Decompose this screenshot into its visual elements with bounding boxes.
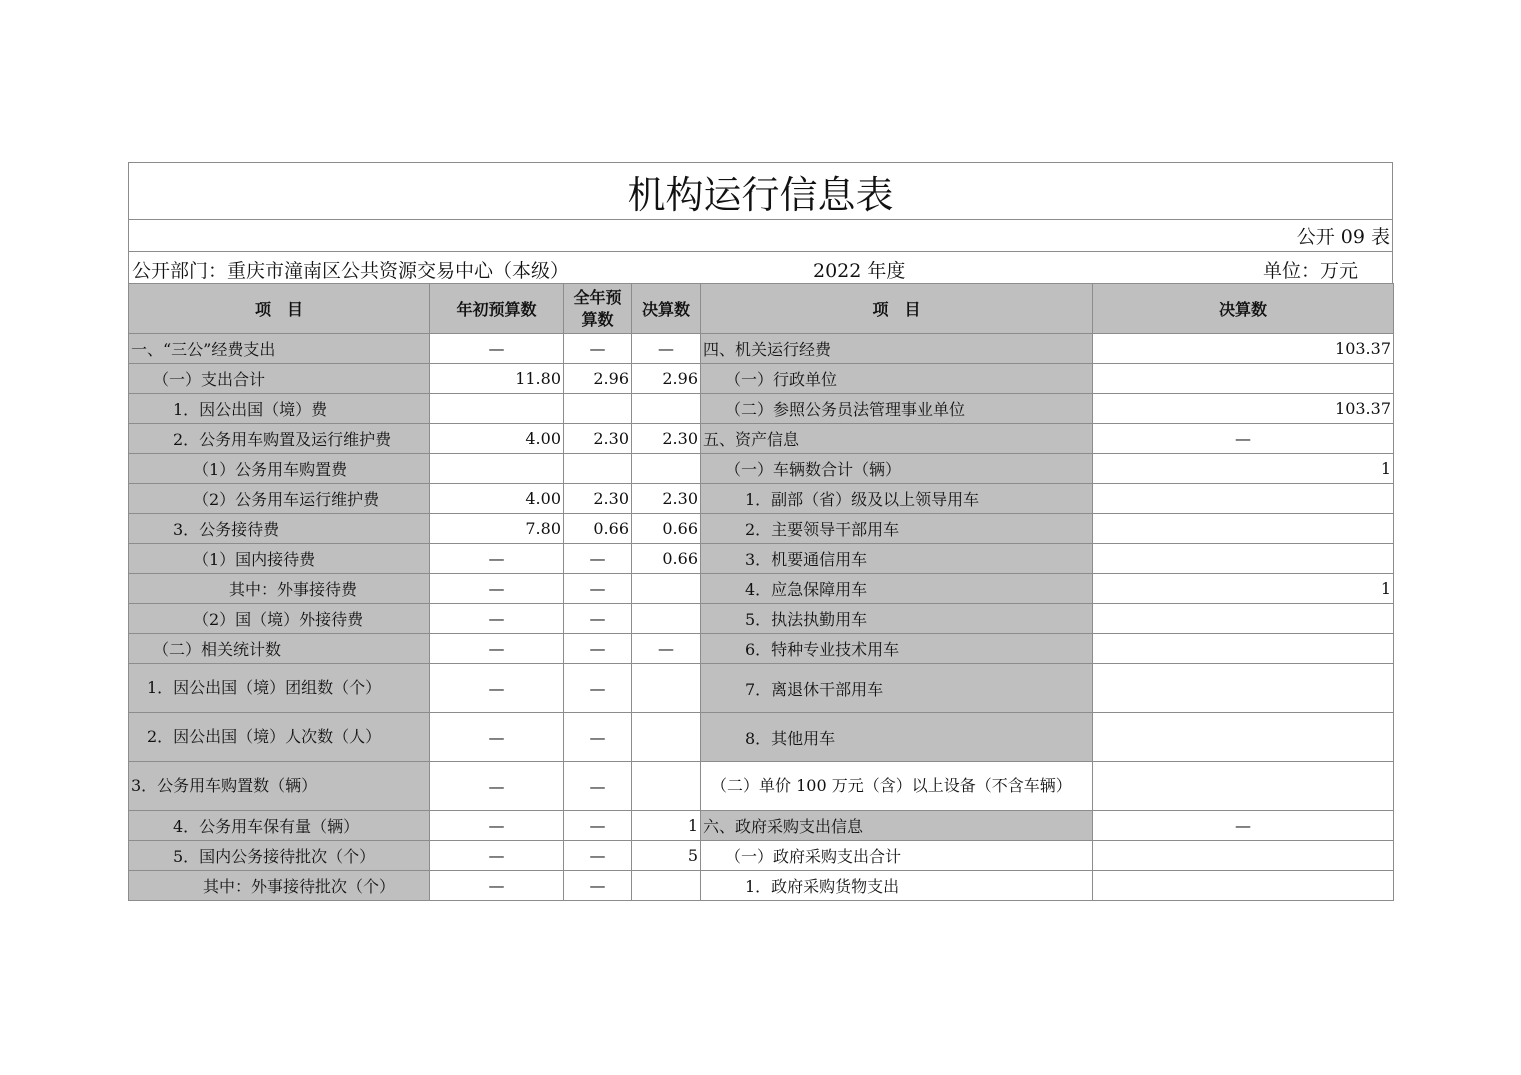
budget-initial-cell (430, 454, 564, 484)
right-item-cell: 1．副部（省）级及以上领导用车 (701, 484, 1093, 514)
right-item-cell: （一）政府采购支出合计 (701, 841, 1093, 871)
right-item-cell: （二）单价 100 万元（含）以上设备（不含车辆） (701, 762, 1093, 811)
right-final-cell (1093, 762, 1394, 811)
final-cell (632, 574, 701, 604)
right-item-cell: 六、政府采购支出信息 (701, 811, 1093, 841)
right-final-cell (1093, 634, 1394, 664)
final-cell: 0.66 (632, 544, 701, 574)
right-item-cell: 8．其他用车 (701, 713, 1093, 762)
budget-initial-cell: 4.00 (430, 424, 564, 454)
budget-initial-cell: — (430, 713, 564, 762)
right-item-cell: 2．主要领导干部用车 (701, 514, 1093, 544)
left-item-cell: 4．公务用车保有量（辆） (129, 811, 430, 841)
header-final-right: 决算数 (1093, 284, 1394, 334)
table-row (129, 454, 1394, 484)
right-final-cell: — (1093, 424, 1394, 454)
table-row (129, 713, 1394, 762)
budget-full-cell: — (564, 841, 632, 871)
left-item-cell: 2．公务用车购置及运行维护费 (129, 424, 430, 454)
right-item-cell: 4．应急保障用车 (701, 574, 1093, 604)
fiscal-year: 2022 年度 (813, 260, 906, 282)
left-item-cell: （二）相关统计数 (129, 634, 430, 664)
left-item-cell: 3．公务接待费 (129, 514, 430, 544)
budget-initial-cell (430, 394, 564, 424)
left-item-cell: （1）公务用车购置费 (129, 454, 430, 484)
left-item-cell: 1．因公出国（境）费 (129, 394, 430, 424)
right-item-cell: 5．执法执勤用车 (701, 604, 1093, 634)
left-item-cell: 其中：外事接待费 (129, 574, 430, 604)
right-final-cell (1093, 364, 1394, 394)
budget-full-cell: — (564, 574, 632, 604)
header-item-left: 项 目 (129, 284, 430, 334)
left-item-cell: 2．因公出国（境）人次数（人） (129, 713, 430, 762)
budget-full-cell: 2.96 (564, 364, 632, 394)
table-row (129, 762, 1394, 811)
budget-full-cell: — (564, 871, 632, 901)
final-cell: 2.30 (632, 484, 701, 514)
right-final-cell (1093, 841, 1394, 871)
budget-initial-cell: — (430, 871, 564, 901)
left-item-cell: （1）国内接待费 (129, 544, 430, 574)
final-cell (632, 664, 701, 713)
right-item-cell: 6．特种专业技术用车 (701, 634, 1093, 664)
budget-full-cell: 2.30 (564, 484, 632, 514)
table-row (129, 334, 1394, 364)
info-row (128, 251, 1393, 283)
table-row (129, 604, 1394, 634)
right-item-cell: 7．离退休干部用车 (701, 664, 1093, 713)
budget-full-cell: — (564, 811, 632, 841)
right-item-cell: 1．政府采购货物支出 (701, 871, 1093, 901)
left-item-cell: 其中：外事接待批次（个） (129, 871, 430, 901)
budget-initial-cell: 11.80 (430, 364, 564, 394)
final-cell: 1 (632, 811, 701, 841)
left-item-cell: （2）国（境）外接待费 (129, 604, 430, 634)
budget-initial-cell: — (430, 634, 564, 664)
budget-initial-cell: — (430, 811, 564, 841)
header-final: 决算数 (632, 284, 701, 334)
budget-initial-cell: 7.80 (430, 514, 564, 544)
final-cell: 2.30 (632, 424, 701, 454)
left-item-cell: 1．因公出国（境）团组数（个） (129, 664, 430, 713)
table-row (129, 394, 1394, 424)
header-budget-initial: 年初预算数 (430, 284, 564, 334)
budget-full-cell: — (564, 713, 632, 762)
table-row (129, 811, 1394, 841)
final-cell: 0.66 (632, 514, 701, 544)
budget-initial-cell: — (430, 334, 564, 364)
budget-full-cell: — (564, 334, 632, 364)
table-row (129, 871, 1394, 901)
budget-initial-cell: 4.00 (430, 484, 564, 514)
report-sheet (128, 162, 1393, 901)
table-row (129, 544, 1394, 574)
right-final-cell: — (1093, 811, 1394, 841)
budget-full-cell (564, 454, 632, 484)
right-final-cell (1093, 713, 1394, 762)
budget-full-cell: — (564, 604, 632, 634)
budget-initial-cell: — (430, 604, 564, 634)
budget-initial-cell: — (430, 841, 564, 871)
left-item-cell: 3．公务用车购置数（辆） (129, 762, 430, 811)
right-final-cell: 1 (1093, 574, 1394, 604)
final-cell (632, 762, 701, 811)
right-final-cell (1093, 514, 1394, 544)
budget-full-cell (564, 394, 632, 424)
final-cell (632, 871, 701, 901)
right-final-cell: 103.37 (1093, 394, 1394, 424)
right-item-cell: （二）参照公务员法管理事业单位 (701, 394, 1093, 424)
right-item-cell: （一）行政单位 (701, 364, 1093, 394)
right-final-cell (1093, 544, 1394, 574)
budget-initial-cell: — (430, 544, 564, 574)
table-row (129, 484, 1394, 514)
department-label: 公开部门：重庆市潼南区公共资源交易中心（本级） (132, 260, 570, 282)
final-cell (632, 394, 701, 424)
final-cell: 5 (632, 841, 701, 871)
budget-full-cell: — (564, 664, 632, 713)
left-item-cell: （2）公务用车运行维护费 (129, 484, 430, 514)
info-table (128, 283, 1394, 901)
left-item-cell: 5．国内公务接待批次（个） (129, 841, 430, 871)
budget-initial-cell: — (430, 574, 564, 604)
header-item-right: 项 目 (701, 284, 1093, 334)
right-item-cell: 3．机要通信用车 (701, 544, 1093, 574)
report-title: 机构运行信息表 (128, 162, 1393, 219)
budget-full-cell: — (564, 544, 632, 574)
right-final-cell: 1 (1093, 454, 1394, 484)
right-final-cell (1093, 484, 1394, 514)
header-row (129, 284, 1394, 334)
final-cell (632, 604, 701, 634)
table-row (129, 514, 1394, 544)
table-row (129, 574, 1394, 604)
header-budget-full: 全年预算数 (564, 284, 632, 334)
final-cell: — (632, 634, 701, 664)
right-item-cell: 五、资产信息 (701, 424, 1093, 454)
table-row (129, 634, 1394, 664)
table-row (129, 424, 1394, 454)
budget-full-cell: 2.30 (564, 424, 632, 454)
right-final-cell (1093, 664, 1394, 713)
left-item-cell: 一、“三公”经费支出 (129, 334, 430, 364)
right-final-cell (1093, 604, 1394, 634)
budget-full-cell: 0.66 (564, 514, 632, 544)
budget-initial-cell: — (430, 762, 564, 811)
table-row (129, 841, 1394, 871)
final-cell: 2.96 (632, 364, 701, 394)
unit-label: 单位：万元 (1263, 260, 1359, 282)
budget-initial-cell: — (430, 664, 564, 713)
budget-full-cell: — (564, 634, 632, 664)
budget-full-cell: — (564, 762, 632, 811)
right-final-cell (1093, 871, 1394, 901)
right-item-cell: 四、机关运行经费 (701, 334, 1093, 364)
left-item-cell: （一）支出合计 (129, 364, 430, 394)
form-number: 公开 09 表 (128, 219, 1393, 251)
table-row (129, 664, 1394, 713)
final-cell (632, 713, 701, 762)
final-cell (632, 454, 701, 484)
final-cell: — (632, 334, 701, 364)
right-item-cell: （一）车辆数合计（辆） (701, 454, 1093, 484)
table-row (129, 364, 1394, 394)
right-final-cell: 103.37 (1093, 334, 1394, 364)
